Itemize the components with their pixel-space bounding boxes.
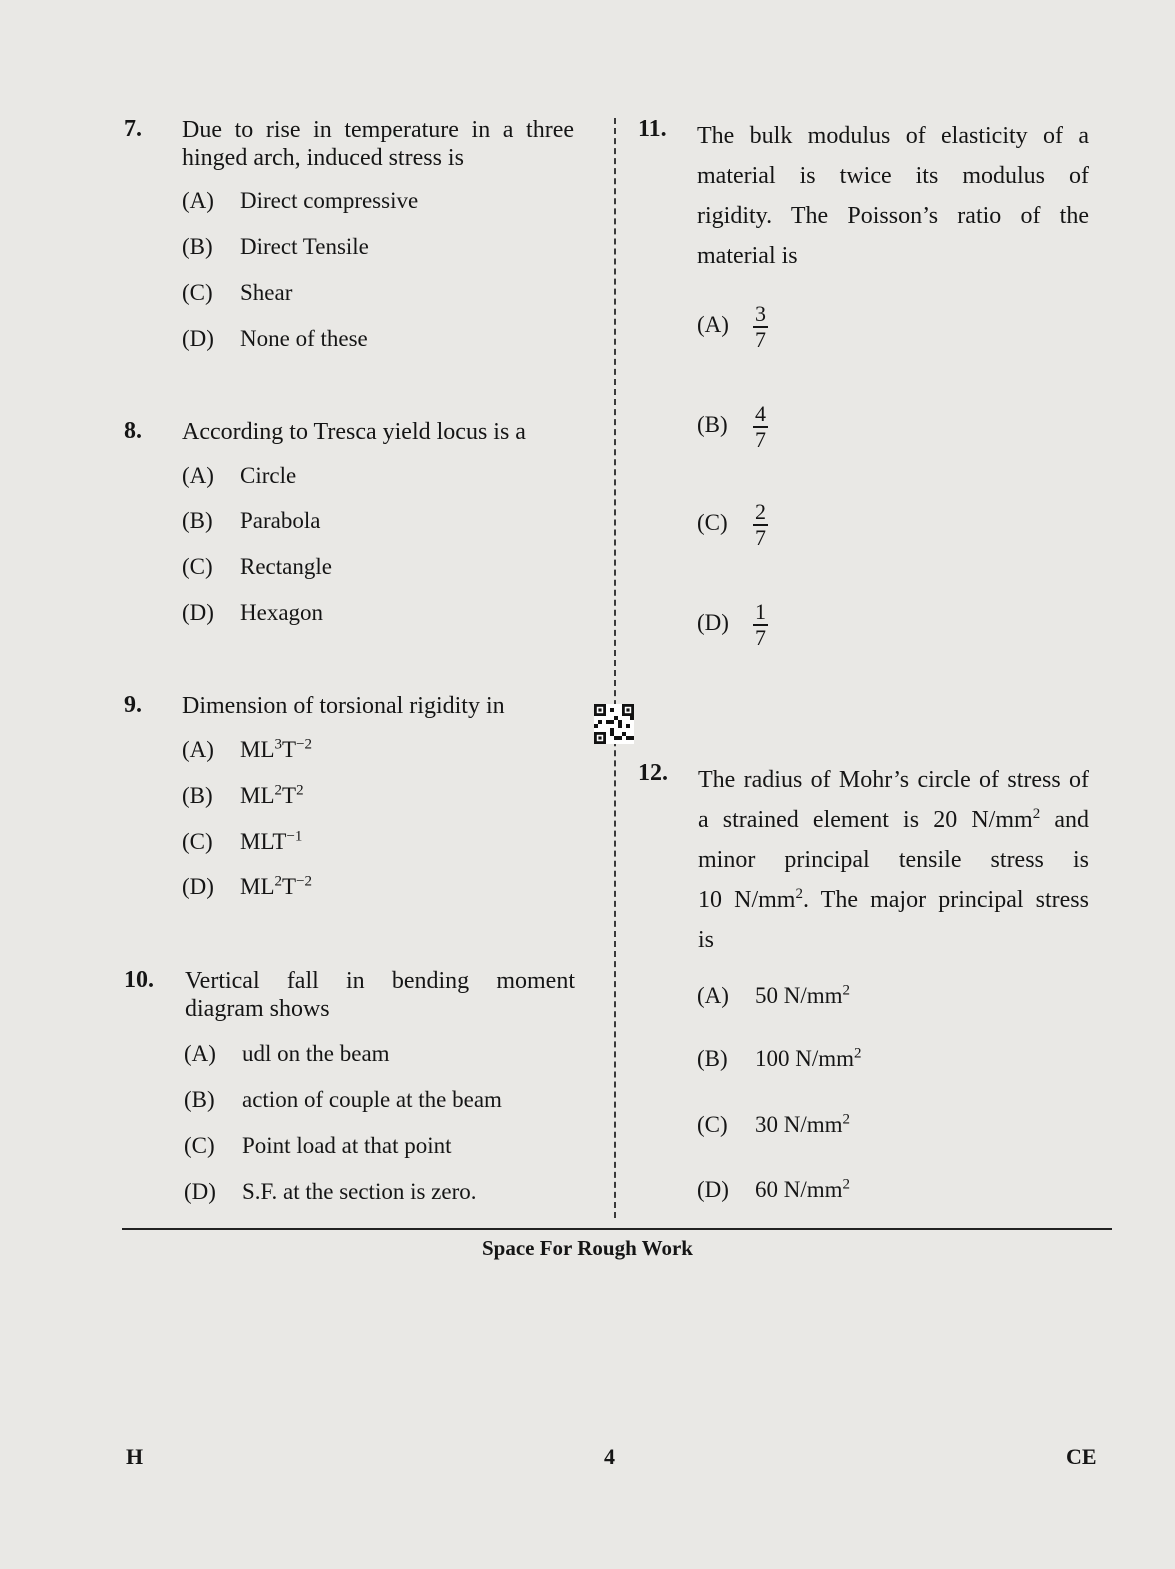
option-b: (B) 100 $N/mm^2$ [697,1045,862,1071]
question-stem: rigidity. The Poisson’s ratio of the [697,203,1089,229]
question-number: 11. [638,116,667,142]
option-a: (A) $\frac{3}{7}$ [697,301,766,352]
question-stem: Vertical fall in bending moment [185,968,575,994]
option-d: (D) S.F. at the section is zero. [184,1179,477,1204]
rough-work-rule [122,1228,1112,1230]
option-a: (A) Circle [182,463,297,488]
option-d: (D) None of these [182,326,368,351]
question-number: 12. [638,760,668,786]
option-c: (C) $\frac{2}{7}$ [697,499,766,550]
option-c: (C) Rectangle [182,554,332,579]
qr-code-icon [594,704,634,744]
option-c: (C) Point load at that point [184,1133,452,1158]
booklet-series: H [126,1444,144,1469]
fraction: $\frac{3}{7}$ [755,301,766,352]
option-b: (B) Direct Tensile [182,234,369,259]
question-stem: diagram shows [185,996,330,1022]
rough-work-heading: Space For Rough Work [481,1236,693,1260]
option-b: (B) action of couple at the beam [184,1087,502,1112]
option-a: (A) udl on the beam [184,1041,390,1066]
option-a: (A) Direct compressive [182,188,419,213]
question-stem: Due to rise in temperature in a three [182,117,574,143]
question-stem: According to Tresca yield locus is a [182,419,526,445]
subject-code: CE [1066,1444,1097,1469]
question-stem: is [698,927,715,953]
question-stem: Dimension of torsional rigidity in [182,693,505,719]
fraction: $\frac{4}{7}$ [755,401,766,452]
fraction: $\frac{1}{7}$ [755,599,766,650]
column-divider [614,118,616,1218]
question-stem: The radius of Mohr’s circle of stress of [698,767,1089,793]
question-stem: material is [697,243,798,269]
option-c: (C) 30 $N/mm^2$ [697,1111,851,1137]
question-stem: hinged arch, induced stress is [182,145,464,171]
question-number: 10. [124,967,154,993]
question-stem: The bulk modulus of elasticity of a [697,123,1089,149]
option-b: (B) Parabola [182,508,321,533]
question-stem: a strained element is 20 $N/mm^2$ and [698,806,1089,833]
option-d: (D) $ML^2T^{-2}$ [182,873,313,899]
question-stem: minor principal tensile stress is [698,847,1089,873]
question-number: 9. [124,692,142,718]
option-b: (B) $ML^2T^2$ [182,782,304,808]
option-a: (A) $ML^3T^{-2}$ [182,736,313,762]
page-number: 4 [604,1444,615,1469]
option-d: (D) 60 $N/mm^2$ [697,1176,851,1202]
option-c: (C) Shear [182,280,293,305]
question-number: 7. [124,116,142,142]
fraction: $\frac{2}{7}$ [755,499,766,550]
option-a: (A) 50 $N/mm^2$ [697,982,851,1008]
option-c: (C) $MLT^{-1}$ [182,828,303,854]
question-number: 8. [124,418,142,444]
option-b: (B) $\frac{4}{7}$ [697,401,766,452]
question-stem: 10 $N/mm^2$. The major principal stress [698,886,1089,913]
question-stem: material is twice its modulus of [697,163,1089,189]
option-d: (D) Hexagon [182,600,324,625]
option-d: (D) $\frac{1}{7}$ [697,599,766,650]
